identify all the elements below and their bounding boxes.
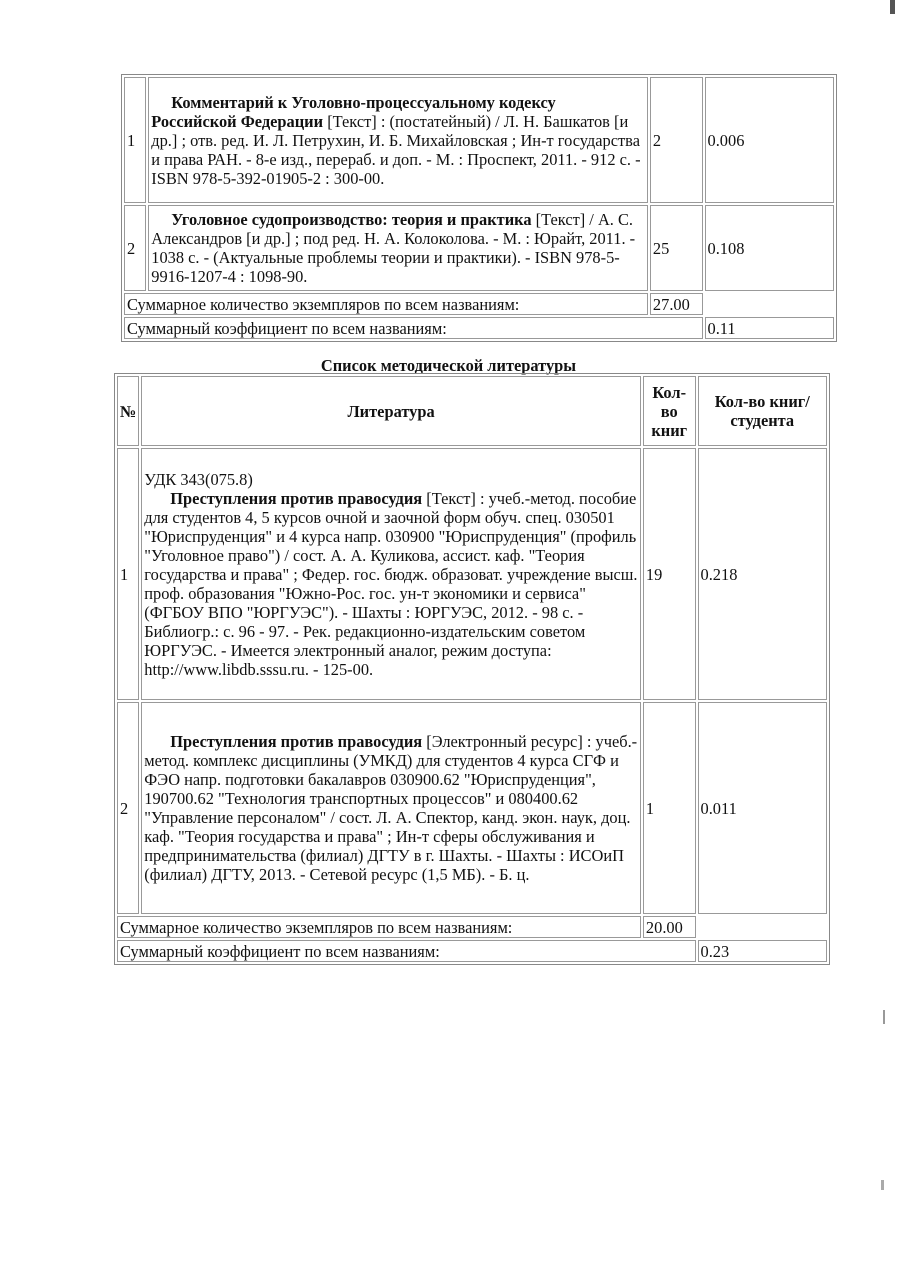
book-details: [Электронный ресурс] : учеб.-метод. комплекс дисциплины (УМКД) для студентов 4 курса СГФ и ФЭО напр. подготовки бакалавров 030900.62 "Юриспруденция", 190700.62 "Технология транспортных процессов" и 080400.62 "Управление персоналом" / сост. Л. А. Спектор, канд. экон. наук, доц. каф. "Теория государства и права" ; Ин-т сферы обслуживания и предпринимательства (филиал) ДГТУ в г. Шахты. - Шахты : ИСОиП (филиал) ДГТУ, 2013. - Сетевой ресурс (1,5 МБ). - Б. ц. <box>144 732 638 884</box>
total-copies-value: 20.00 <box>643 916 696 938</box>
table-header-row <box>117 376 827 446</box>
row-number: 1 <box>117 448 139 700</box>
total-copies-row <box>124 293 834 315</box>
header-literature: Литература <box>141 376 641 446</box>
book-count: 2 <box>650 77 703 203</box>
method-literature-title: Список методической литературы <box>320 356 577 375</box>
book-coef: 0.218 <box>698 448 827 700</box>
book-entry <box>141 702 641 914</box>
header-num: № <box>117 376 139 446</box>
row-number: 2 <box>124 205 146 291</box>
udk-code: УДК 343(075.8) <box>144 469 253 489</box>
total-copies-value: 27.00 <box>650 293 703 315</box>
total-coef-row <box>117 940 827 962</box>
book-title: Комментарий к Уголовно-процессуальному кодексу Российской Федерации <box>151 92 556 131</box>
book-title: Преступления против правосудия <box>170 732 423 751</box>
header-count: Кол-во книг <box>643 376 696 446</box>
book-title: Уголовное судопроизводство: теория и практика <box>171 210 532 229</box>
book-details: [Текст] : (постатейный) / Л. Н. Башкатов [и др.] ; отв. ред. И. Л. Петрухин, И. Б. Михайловская ; Ин-т государства и права РАН. - 8-е изд., перераб. и доп. - М. : Проспект, 2011. - 912 с. - ISBN 978-5-392-01905-2 : 300-00. <box>151 111 641 188</box>
scan-edge-mark <box>890 0 895 14</box>
total-copies-row <box>117 916 827 938</box>
total-copies-label: Суммарное количество экземпляров по всем названиям: <box>117 916 641 938</box>
table-row <box>117 448 827 700</box>
book-count: 25 <box>650 205 703 291</box>
row-number: 2 <box>117 702 139 914</box>
total-coef-label: Суммарный коэффициент по всем названиям: <box>124 317 703 339</box>
total-coef-value: 0.11 <box>705 317 834 339</box>
book-coef: 0.011 <box>698 702 827 914</box>
row-number: 1 <box>124 77 146 203</box>
total-coef-row <box>124 317 834 339</box>
book-count: 1 <box>643 702 696 914</box>
total-coef-label: Суммарный коэффициент по всем названиям: <box>117 940 696 962</box>
book-count: 19 <box>643 448 696 700</box>
book-coef: 0.108 <box>705 205 834 291</box>
scan-dust <box>883 1010 885 1024</box>
book-entry <box>148 77 648 203</box>
book-title: Преступления против правосудия <box>170 488 423 508</box>
scan-dust <box>881 1180 884 1190</box>
table-row <box>117 702 827 914</box>
total-coef-value: 0.23 <box>698 940 827 962</box>
book-details: [Текст] / А. С. Александров [и др.] ; под ред. Н. А. Колоколова. - М. : Юрайт, 2011. - 1038 с. - (Актуальные проблемы теории и практики). - ISBN 978-5-9916-1207-4 : 1098-90. <box>151 210 636 286</box>
book-details: [Текст] : учеб.-метод. пособие для студентов 4, 5 курсов очной и заочной форм обуч. спец. 030501 "Юриспруденция" и 4 курса напр. 030900 "Юриспруденция" (профиль "Уголовное право") / сост. А. А. Куликова, ассист. каф. "Теория государства и права" ; Федер. гос. бюдж. образоват. учреждение высш. проф. образования "Южно-Рос. гос. ун-т экономики и сервиса" (ФГБОУ ВПО "ЮРГУЭС"). - Шахты : ЮРГУЭС, 2012. - 98 с. - Библиогр.: с. 96 - 97. - Рек. редакционно-издательским советом ЮРГУЭС. - Имеется электронный аналог, режим доступа: http://www.libdb.sssu.ru. - 125-00. <box>144 488 638 679</box>
book-entry <box>148 205 648 291</box>
total-copies-label: Суммарное количество экземпляров по всем названиям: <box>124 293 648 315</box>
book-entry <box>141 448 641 700</box>
literature-table-main <box>121 74 837 342</box>
literature-table-method <box>114 373 830 965</box>
table-row <box>124 77 834 203</box>
table-row <box>124 205 834 291</box>
header-per-student: Кол-во книг/студента <box>698 376 827 446</box>
book-coef: 0.006 <box>705 77 834 203</box>
